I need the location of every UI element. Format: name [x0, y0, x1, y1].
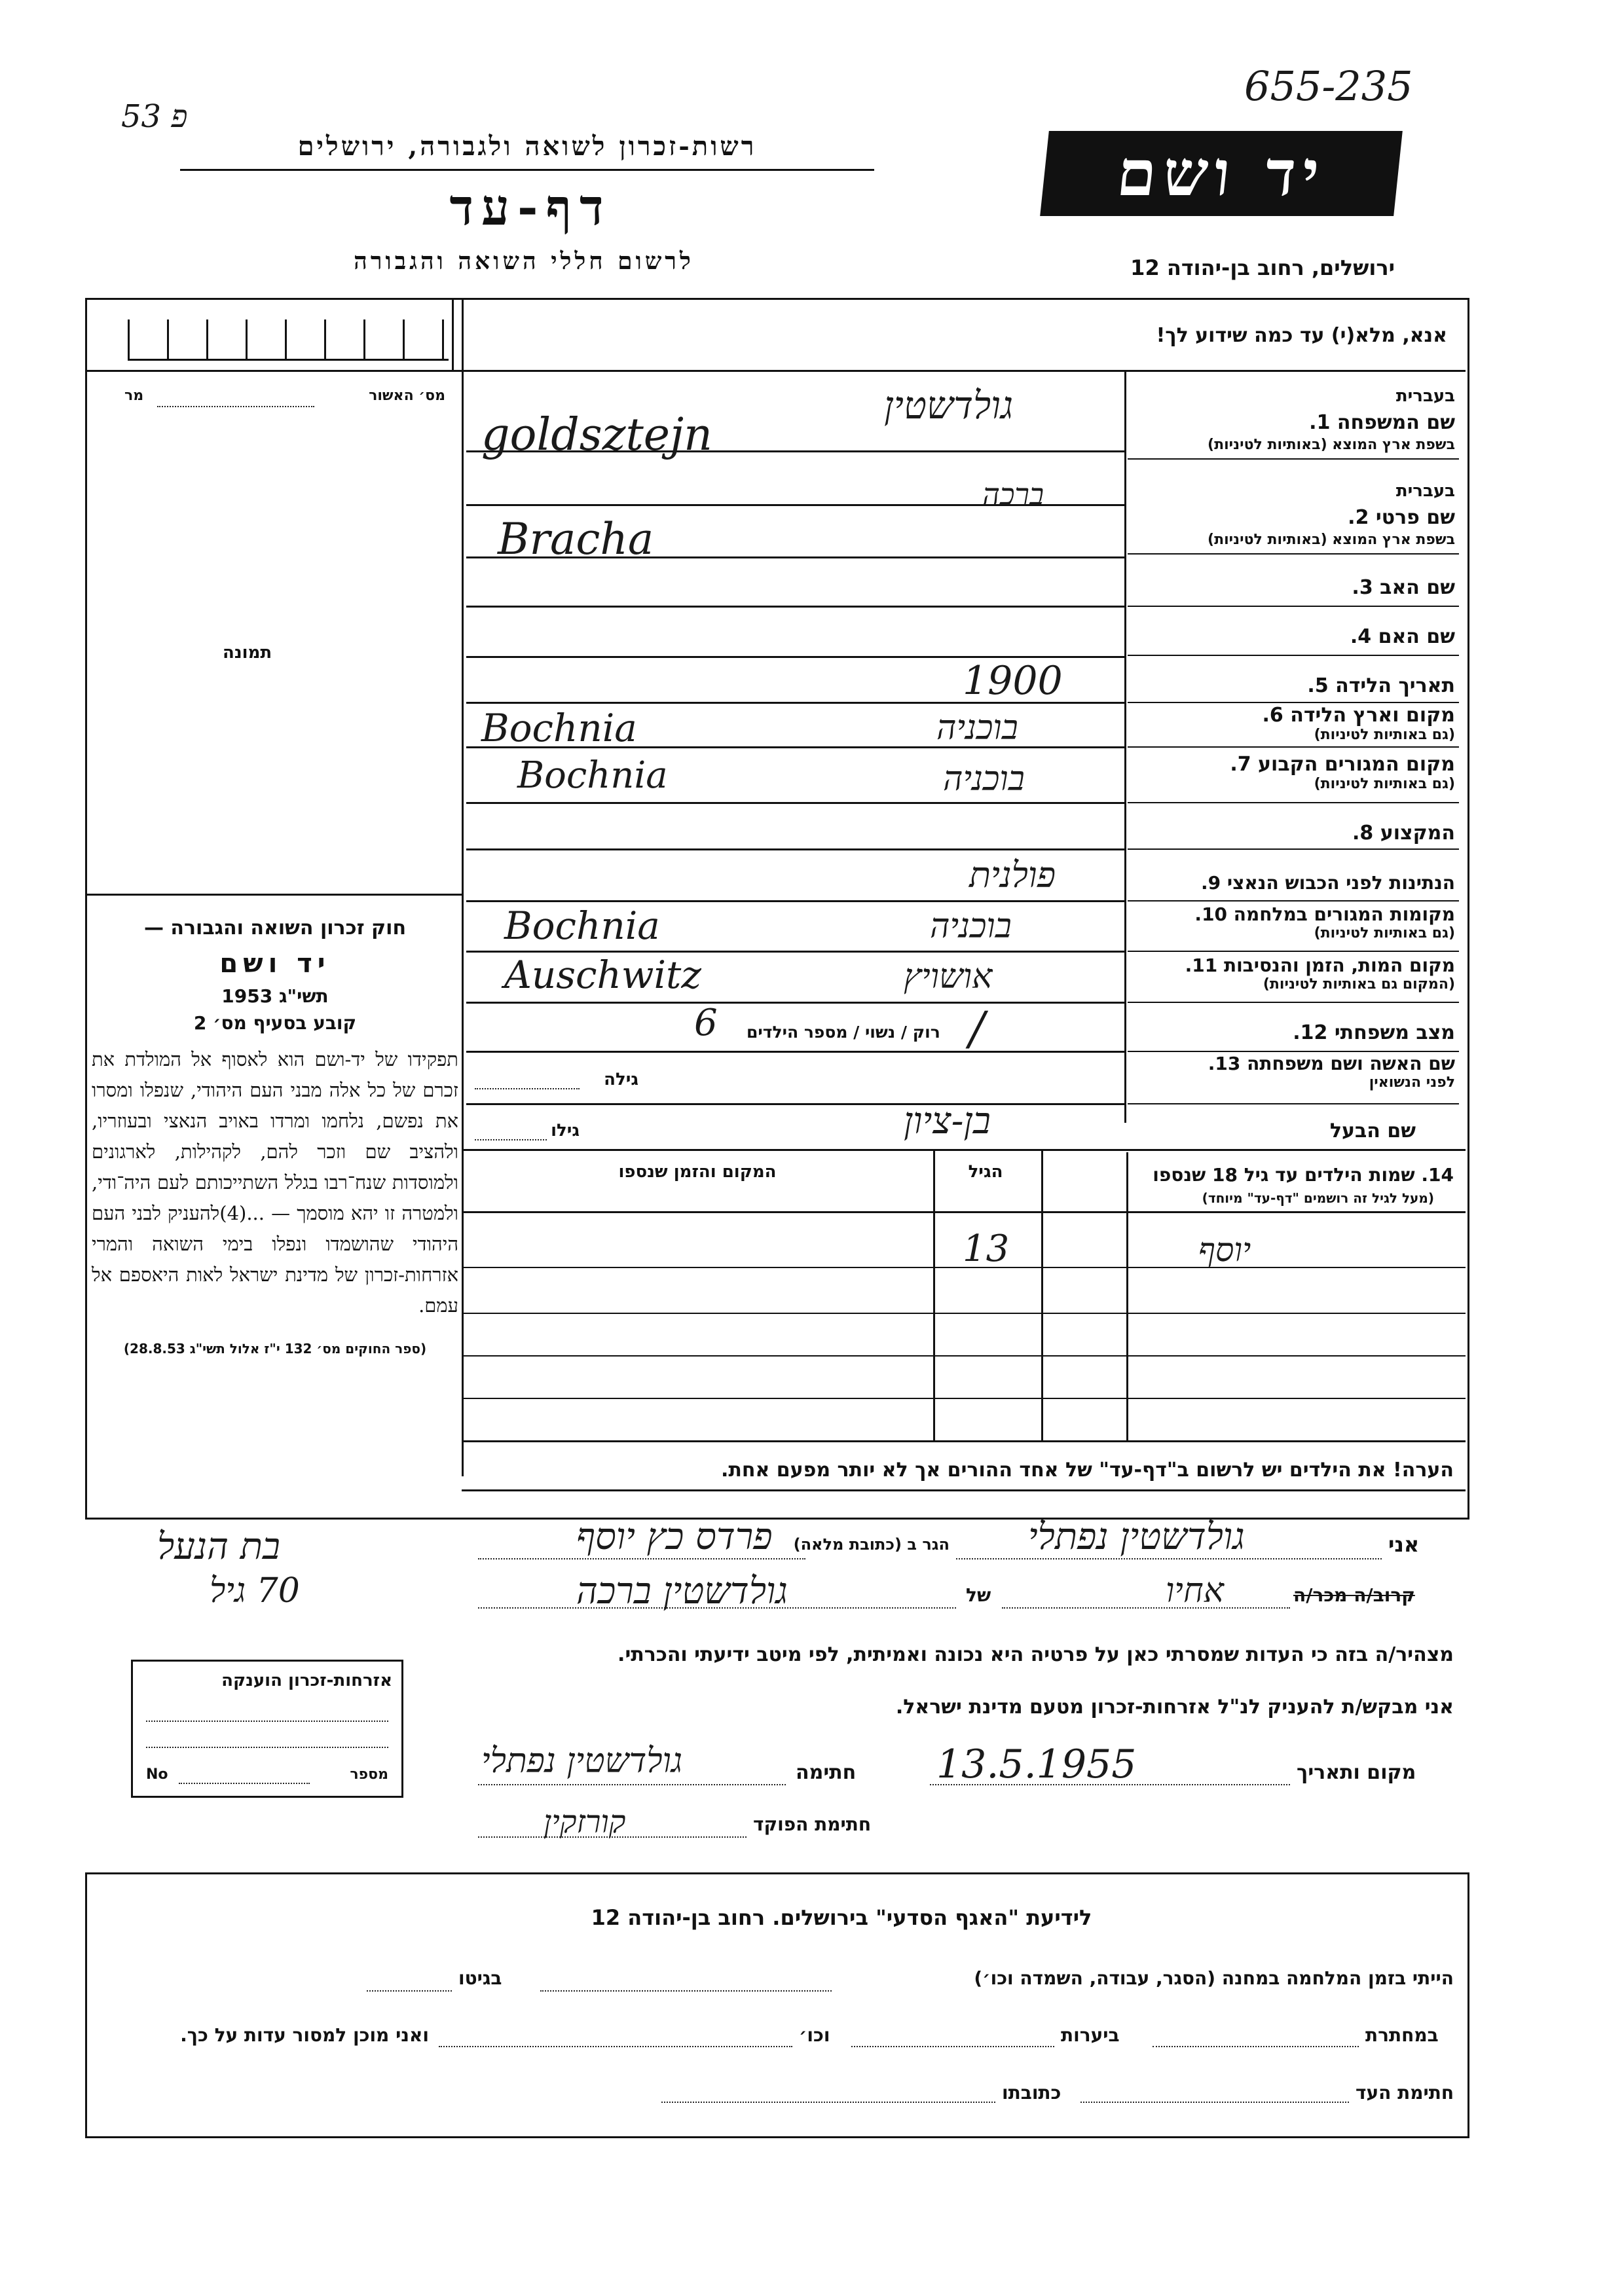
- wartime-num: 10.: [1194, 903, 1228, 925]
- profession-num: 8.: [1352, 822, 1374, 845]
- field-birth-date: [1128, 674, 1455, 697]
- wartime-label: מקומות המגורים במלחמה: [1233, 903, 1455, 925]
- children-note: הערה! את הילדים יש לרשום ב"דף-עד" של אחד ההורים אך לא יותר מפעם אחת.: [720, 1459, 1454, 1482]
- declaration-request: אני מבקש/ת להעניק לנ"ל אזרחות-זכרון מטעם מדינת ישראל.: [895, 1696, 1454, 1719]
- citizenship-no: No: [146, 1766, 168, 1783]
- hw-children-count: 6: [694, 1002, 718, 1044]
- first-name-tag: בעברית: [1395, 481, 1455, 501]
- children-subheader: (מעל לגיל זה רושמים "דף-עד" מיוחד): [1202, 1190, 1434, 1206]
- field-wartime-residence: [1128, 903, 1455, 941]
- hw-left-margin-note-2: 70 גיל: [210, 1571, 300, 1611]
- intro-text: אנא, מלא(י) עד כמה שידוע לך!: [1156, 324, 1447, 347]
- family-name-tag: בעברית: [1395, 386, 1455, 406]
- approval-suffix: מר: [124, 388, 144, 404]
- father-name-label: שם האב: [1380, 576, 1455, 599]
- declaration-of-label: של: [966, 1584, 991, 1606]
- death-sub: (המקום גם באותיות לטיניות): [1263, 976, 1455, 993]
- hw-marital-mark: /: [969, 1002, 985, 1055]
- marital-options: רוק / נשוי / מספר הילדים: [747, 1023, 940, 1042]
- citizenship-title: אזרחות-זכרון הוענקה: [221, 1671, 392, 1690]
- birth-date-label: תאריך הלידה: [1335, 674, 1455, 697]
- field-death-place: [1128, 955, 1455, 993]
- law-clause: קובע בסעיף מס׳ 2: [193, 1012, 357, 1034]
- age-header: הגיל: [968, 1162, 1003, 1182]
- wife-age-field[interactable]: [468, 1068, 652, 1095]
- mother-name-label: שם האם: [1378, 625, 1455, 648]
- field-husband-name: שם הבעל: [1329, 1120, 1416, 1142]
- first-name-num: 2.: [1348, 506, 1369, 529]
- hw-first-name-hebrew: ברכה: [982, 477, 1044, 512]
- officer-label: חתימת הפוקד: [753, 1813, 872, 1835]
- footer-underground: במחתרת: [1365, 2024, 1439, 2046]
- hw-declarant-name: גולדשטין נפתלי: [1028, 1516, 1245, 1558]
- residence-label: מקום המגורים הקבוע: [1258, 753, 1455, 776]
- children-header: 14. שמות הילדים עד גיל 18 שנספו: [1153, 1164, 1454, 1186]
- family-name-num: 1.: [1309, 411, 1331, 434]
- marital-num: 12.: [1293, 1021, 1328, 1044]
- hw-signature: גולדשטין נפתלי: [481, 1741, 683, 1781]
- field-birth-place: [1128, 704, 1455, 743]
- nationality-label: הנתינות לפני הכבוש הנאצי: [1227, 872, 1455, 894]
- law-citation: (ספר החוקים מס׳ 132 י"ז אלול תשי"ג 28.8.53): [123, 1341, 427, 1357]
- declaration-relation-label: קרוב/ה מכר/ה: [1293, 1584, 1415, 1606]
- hw-pre-war-nationality: פולנית: [969, 854, 1056, 896]
- place-time-header: המקום והזמן שנספו: [618, 1162, 777, 1182]
- field-first-name: [1128, 481, 1455, 548]
- field-wife-name: [1128, 1053, 1455, 1091]
- mother-name-num: 4.: [1350, 625, 1372, 648]
- footer-ready: ואני מוכן למסור עדות על כך.: [180, 2024, 429, 2046]
- residence-num: 7.: [1230, 753, 1251, 776]
- approval-field[interactable]: [98, 388, 452, 414]
- footer-title: לידיעת "האגף הסדעי" בירושלים. רחוב בן-יהודה 12: [591, 1905, 1092, 1930]
- hw-family-name-hebrew: גולדשטין: [884, 383, 1014, 428]
- wife-label: שם האשה ושם משפחתה: [1247, 1053, 1455, 1074]
- field-profession: [1128, 822, 1455, 845]
- hw-birth-place-latin: Bochnia: [481, 706, 637, 750]
- wife-age-label: גילה: [604, 1070, 638, 1089]
- top-left-mark: 53 פ: [121, 98, 188, 135]
- photo-label: תמונה: [223, 643, 272, 663]
- first-name-sub: בשפת ארץ המוצא (באותיות לטיניות): [1208, 532, 1455, 548]
- declaration-i: אני: [1388, 1532, 1420, 1557]
- declaration-address-label: הגר ב (כתובת מלאה): [793, 1535, 950, 1554]
- law-title: חוק זכרון השואה והגבורה —: [143, 917, 407, 939]
- hw-residence-hebrew: בוכניה: [943, 759, 1025, 799]
- hw-birth-place-hebrew: בוכניה: [936, 708, 1018, 748]
- form-subtitle: לרשום חללי השואה והגבורה: [354, 247, 694, 275]
- birth-place-sub: (גם באותיות לטיניות): [1314, 727, 1455, 743]
- signature-label: חתימה: [796, 1761, 857, 1784]
- husband-age-field[interactable]: [468, 1120, 599, 1146]
- field-marital: [1128, 1021, 1455, 1044]
- father-name-num: 3.: [1352, 576, 1373, 599]
- yad-vashem-logo: [1040, 131, 1403, 216]
- field-family-name: [1128, 386, 1455, 453]
- footer-etc: וכו׳: [799, 2024, 830, 2046]
- hw-left-margin-note-1: בת הנעל: [157, 1525, 280, 1568]
- footer-forests: ביערות: [1061, 2024, 1120, 2046]
- family-name-label: שם המשפחה: [1337, 411, 1455, 434]
- hw-child-name: יוסף: [1198, 1231, 1251, 1269]
- hw-date: 13.5.1955: [936, 1741, 1137, 1787]
- wife-sub: לפני הנשואין: [1369, 1074, 1455, 1091]
- hw-family-name-latin: goldsztejn: [481, 409, 712, 461]
- form-title: דף-עד: [449, 178, 612, 236]
- nationality-num: 9.: [1201, 872, 1221, 894]
- top-right-number: 655-235: [1244, 62, 1413, 110]
- hw-wartime-place-hebrew: בוכניה: [930, 907, 1012, 946]
- hw-death-place-latin: Auschwitz: [504, 953, 701, 997]
- law-box: [92, 917, 458, 1357]
- hw-relative-of: גולדשטין ברכה: [576, 1570, 788, 1613]
- hw-wartime-place-latin: Bochnia: [504, 903, 660, 948]
- footer-witness-sig: חתימת העד: [1356, 2082, 1454, 2104]
- declaration-statement: מצהיר/ה בזה כי העדות שמסרתי כאן על פרטיה היא נכונה ואמיתית, לפי מיטב ידיעתי והכרתי.: [618, 1643, 1454, 1666]
- law-name: יד ושם: [219, 949, 331, 979]
- hw-first-name-latin: Bracha: [498, 514, 654, 564]
- death-label: מקום המות, הזמן והנסיבות: [1223, 955, 1455, 976]
- profession-label: המקצוע: [1380, 822, 1455, 845]
- hw-residence-latin: Bochnia: [517, 754, 668, 797]
- wartime-sub: (גם באותיות לטיניות): [1314, 925, 1455, 941]
- hw-relation: אחיו: [1166, 1571, 1224, 1611]
- org-line: רשות-זכרון לשואה ולגבורה, ירושלים: [297, 131, 757, 162]
- death-num: 11.: [1185, 955, 1218, 976]
- field-residence: [1128, 753, 1455, 792]
- citizenship-number-label: מספר: [350, 1766, 388, 1783]
- field-nationality: [1128, 872, 1455, 894]
- wife-num: 13.: [1208, 1053, 1241, 1074]
- place-date-label: מקום ותאריך: [1297, 1761, 1416, 1784]
- hw-child-age: 13: [963, 1228, 1010, 1270]
- hw-declarant-address: פרדס כץ יוסף: [576, 1516, 773, 1558]
- birth-date-num: 5.: [1307, 674, 1329, 697]
- first-name-label: שם פרטי: [1375, 506, 1455, 529]
- family-name-sub: בשפת ארץ המוצא (באותיות לטיניות): [1208, 437, 1455, 453]
- marital-label: מצב משפחתי: [1334, 1021, 1455, 1044]
- hw-officer-signature: קורזקין: [544, 1804, 626, 1840]
- header-address: ירושלים, רחוב בן-יהודה 12: [1130, 255, 1395, 280]
- law-text: תפקידו של יד-ושם הוא לאסוף אל המולדת את זכרם של כל אלה מבני העם היהודי, שנפלו ומסרו את נפשם, נלחמו ומרדו באויב הנאצי ובעוזריו, ולהציב שם וזכר להם, לקהילות, לארגונים ולמוסדות שנח־רבו בגלל השתייכותם לעם היה־ודי, ולמטרה זו יהא מוסמך — ...(4)להעניק לבני העם היהודי שהושמדו ונפלו בימי השואה והמרי אזרחות-זכרון של מדינת ישראל לאות היאספם אל עמם.: [92, 1048, 458, 1317]
- birth-place-label: מקום וארץ הלידה: [1290, 704, 1455, 727]
- husband-age-label: גילו: [551, 1121, 580, 1140]
- hw-birth-year: 1900: [963, 658, 1063, 704]
- footer-ghetto: בגיטו: [458, 1967, 502, 1989]
- hw-husband-name: בן-ציון: [904, 1100, 991, 1142]
- field-father-name: [1128, 576, 1455, 599]
- law-year: תשי"ג 1953: [221, 985, 329, 1007]
- hw-death-place-hebrew: אושויץ: [904, 957, 993, 996]
- footer-address: כתובתו: [1002, 2082, 1061, 2104]
- citizenship-box: [131, 1660, 403, 1798]
- approval-label: מס׳ האשור: [369, 388, 445, 404]
- residence-sub: (גם באותיות לטיניות): [1314, 776, 1455, 792]
- logo-text: יד ושם: [1113, 136, 1329, 210]
- birth-place-num: 6.: [1262, 704, 1283, 727]
- approval-number-boxes[interactable]: [128, 319, 449, 361]
- footer-line1: הייתי בזמן המלחמה במחנה (הסגר, עבודה, השמדה וכו׳): [974, 1967, 1454, 1989]
- field-mother-name: [1128, 625, 1455, 648]
